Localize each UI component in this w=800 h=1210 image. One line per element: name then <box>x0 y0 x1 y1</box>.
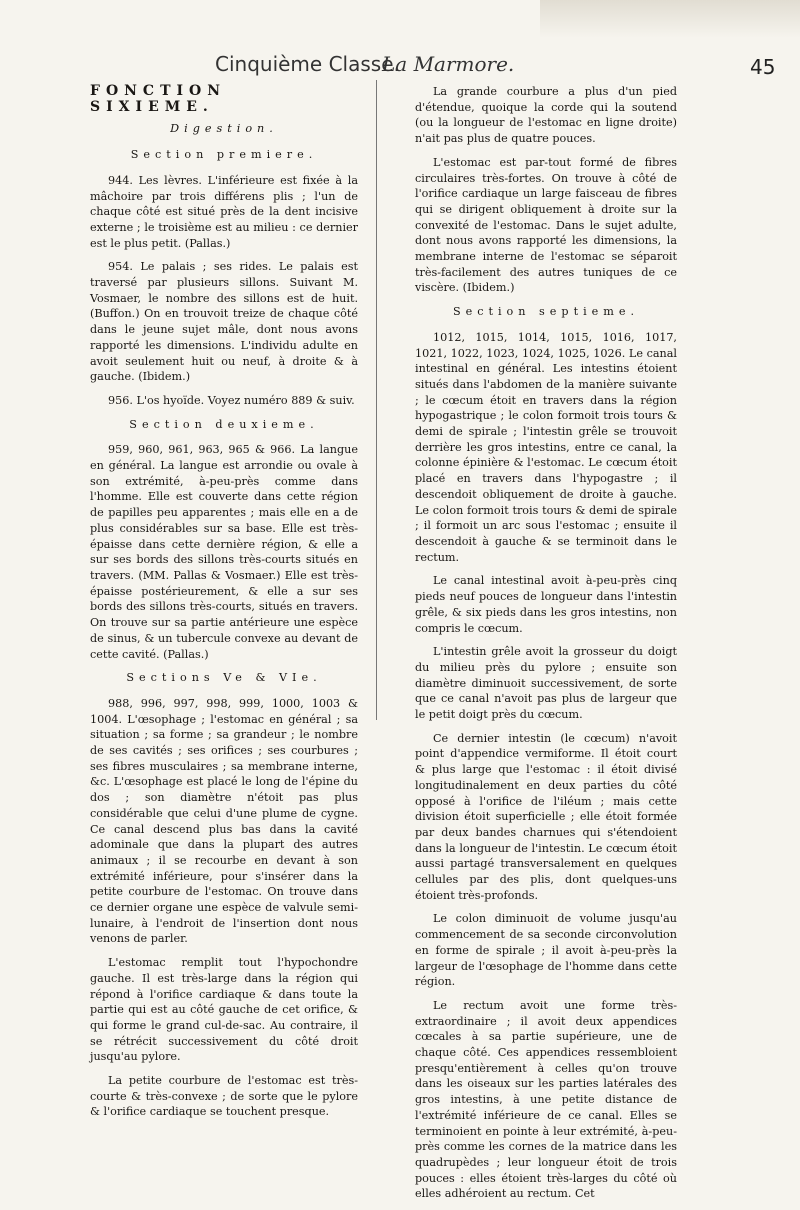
page-number: 45 <box>750 55 776 79</box>
paragraph-959: 959, 960, 961, 963, 965 & 966. La langue en général. La langue est arrondie ou ovale à son extrémité, à-peu-près comme dans l'homme. Elle est couverte dans cette région de papilles peu apparentes ; mais elle en a de plus considérables sur sa base. Elle est très-épaisse dans cette dernière région, & elle a sur ses bords des sillons très-courts situés en travers. (MM. Pallas & Vosmaer.) Elle est très-épaisse postérieurement, & elle a sur ses bords des sillons très-courts, situés en travers. On trouve sur sa partie antérieure une espèce de sinus, & un tubercule convexe au devant de cette cavité. (Pallas.) <box>90 443 358 661</box>
paragraph-1012: 1012, 1015, 1014, 1015, 1016, 1017, 1021, 1022, 1023, 1024, 1025, 1026. Le canal intestinal en général. Les intestins étoient situés dans l'abdomen de la manière suivante ; le cœcum étoit en travers dans la région hypogastrique ; le colon formoit trois tours & demi de spirale ; l'intestin grêle se trouvoit derrière les gros intestins, entre ce canal, la colonne épinière & l'estomac. Le cœcum étoit placé en travers dans l'hypogastre ; il descendoit obliquement de droite à gauche. Le colon formoit trois tours & demi de spirale ; il formoit un arc sous l'estomac ; ensuite il descendoit à gauche & se terminoit dans le rectum. <box>415 330 677 564</box>
section-heading-5-6: Sections Ve & VIe. <box>126 671 322 685</box>
right-column <box>415 84 677 1210</box>
paragraph-rectum: Le rectum avoit une forme très-extraordinaire ; il avoit deux appendices cœcales à sa partie supérieure, une de chaque côté. Ces appendices ressembloient presqu'entièrement à celles qu'on trouve dans les oiseaux sur les parties latérales des gros intestins, à une petite distance de l'extrémité inférieure de ce canal. Elles se terminoient en pointe à leur extrémité, à-peu-près comme les cornes de la matrice dans les quadrupèdes ; leur longueur étoit de trois pouces : elles étoient très-larges du côté où elles adhéroient au rectum. Cet <box>415 998 677 1201</box>
page-edge-stain <box>540 0 800 38</box>
paragraph-954: 954. Le palais ; ses rides. Le palais est traversé par plusieurs sillons. Suivant M. Vosmaer, le nombre des sillons est de huit. (Buffon.) On en trouvoit treize de chaque côté dans le jeune sujet mâle, dont nous avons rapporté les dimensions. L'individu adulte en avoit seulement huit ou neuf, à droite & à gauche. (Ibidem.) <box>90 260 358 384</box>
paragraph-canal: Le canal intestinal avoit à-peu-près cinq pieds neuf pouces de longueur dans l'intestin grêle, & six pieds dans les gros intestins, non compris le cœcum. <box>415 574 677 635</box>
paragraph-956: 956. L'os hyoïde. Voyez numéro 889 & suiv. <box>108 393 355 407</box>
running-header <box>0 52 800 82</box>
section-heading-7: Section septieme. <box>452 305 640 319</box>
paragraph-coecum: Ce dernier intestin (le cœcum) n'avoit point d'appendice vermiforme. Il étoit court & plus large que l'estomac : il étoit divisé longitudinalement en deux parties du côté opposé à l'orifice de l'iléum ; mais cette division étoit superficielle ; elle étoit formée par deux bandes charnues qui s'étendoient dans la longueur de l'intestin. Le cœcum étoit aussi partagé transversalement en quelques cellules par des plis, dont quelques-uns étoient très-profonds. <box>415 731 677 902</box>
digestion-heading: Digestion. <box>170 122 278 136</box>
column-divider <box>376 80 377 720</box>
paragraph-fibres: L'estomac est par-tout formé de fibres circulaires très-fortes. On trouve à côté de l'orifice cardiaque un large faisceau de fibres qui se dirigent obliquement à droite sur la convexité de l'estomac. Dans le sujet adulte, dont nous avons rapporté les dimensions, la membrane interne de l'estomac se séparoit très-facilement des autres tuniques de ce viscère. (Ibidem.) <box>415 155 677 295</box>
left-column <box>90 84 358 1128</box>
paragraph-944: 944. Les lèvres. L'inférieure est fixée à la mâchoire par trois différens plis ; l'un de chaque côté est situé près de la dent incisive externe ; le troisième est au milieu : ce dernier est le plus petit. (Pallas.) <box>90 173 358 250</box>
paragraph-intestin-grele: L'intestin grêle avoit la grosseur du doigt du milieu près du pylore ; ensuite son diamètre diminuoit successivement, de sorte que ce canal n'avoit pas plus de largeur que le petit doigt près du cœcum. <box>415 645 677 722</box>
fonction-heading: FONCTION SIXIEME. <box>90 83 227 115</box>
section-heading-1: Section premiere. <box>130 148 318 162</box>
paragraph-colon: Le colon diminuoit de volume jusqu'au commencement de sa seconde circonvolution en forme de spirale ; il avoit à-peu-près la largeur de l'œsophage de l'homme dans cette région. <box>415 912 677 989</box>
header-class-label: Cinquième Classe. <box>215 52 400 76</box>
header-animal-name: La Marmore. <box>382 52 515 76</box>
section-heading-2: Section deuxieme. <box>129 417 319 431</box>
paragraph-grande-courbure: La grande courbure a plus d'un pied d'étendue, quoique la corde qui la soutend (ou la longueur de l'estomac en ligne droite) n'ait pas plus de quatre pouces. <box>415 85 677 146</box>
paragraph-petite-courbure: La petite courbure de l'estomac est très-courte & très-convexe ; de sorte que le pylore & l'orifice cardiaque se touchent presque. <box>90 1074 358 1119</box>
paragraph-988: 988, 996, 997, 998, 999, 1000, 1003 & 1004. L'œsophage ; l'estomac en général ; sa situation ; sa forme ; sa grandeur ; le nombre de ses cavités ; ses orifices ; ses courbures ; ses fibres musculaires ; sa membrane interne, &c. L'œsophage est placé le long de l'épine du dos ; son diamètre n'étoit pas plus considérable que celui d'une plume de cygne. Ce canal descend plus bas dans la cavité adominale que dans la plupart des autres animaux ; il se recourbe en devant à son extrémité inférieure, pour s'insérer dans la petite courbure de l'estomac. On trouve dans ce dernier organe une espèce de valvule semi-lunaire, à l'endroit de l'insertion dont nous venons de parler. <box>90 696 358 946</box>
paragraph-estomac: L'estomac remplit tout l'hypochondre gauche. Il est très-large dans la région qui répond à l'orifice cardiaque & dans toute la partie qui est au côté gauche de cet orifice, & qui forme le grand cul-de-sac. Au contraire, il se rétrécit successivement du côté droit jusqu'au pylore. <box>90 956 358 1064</box>
